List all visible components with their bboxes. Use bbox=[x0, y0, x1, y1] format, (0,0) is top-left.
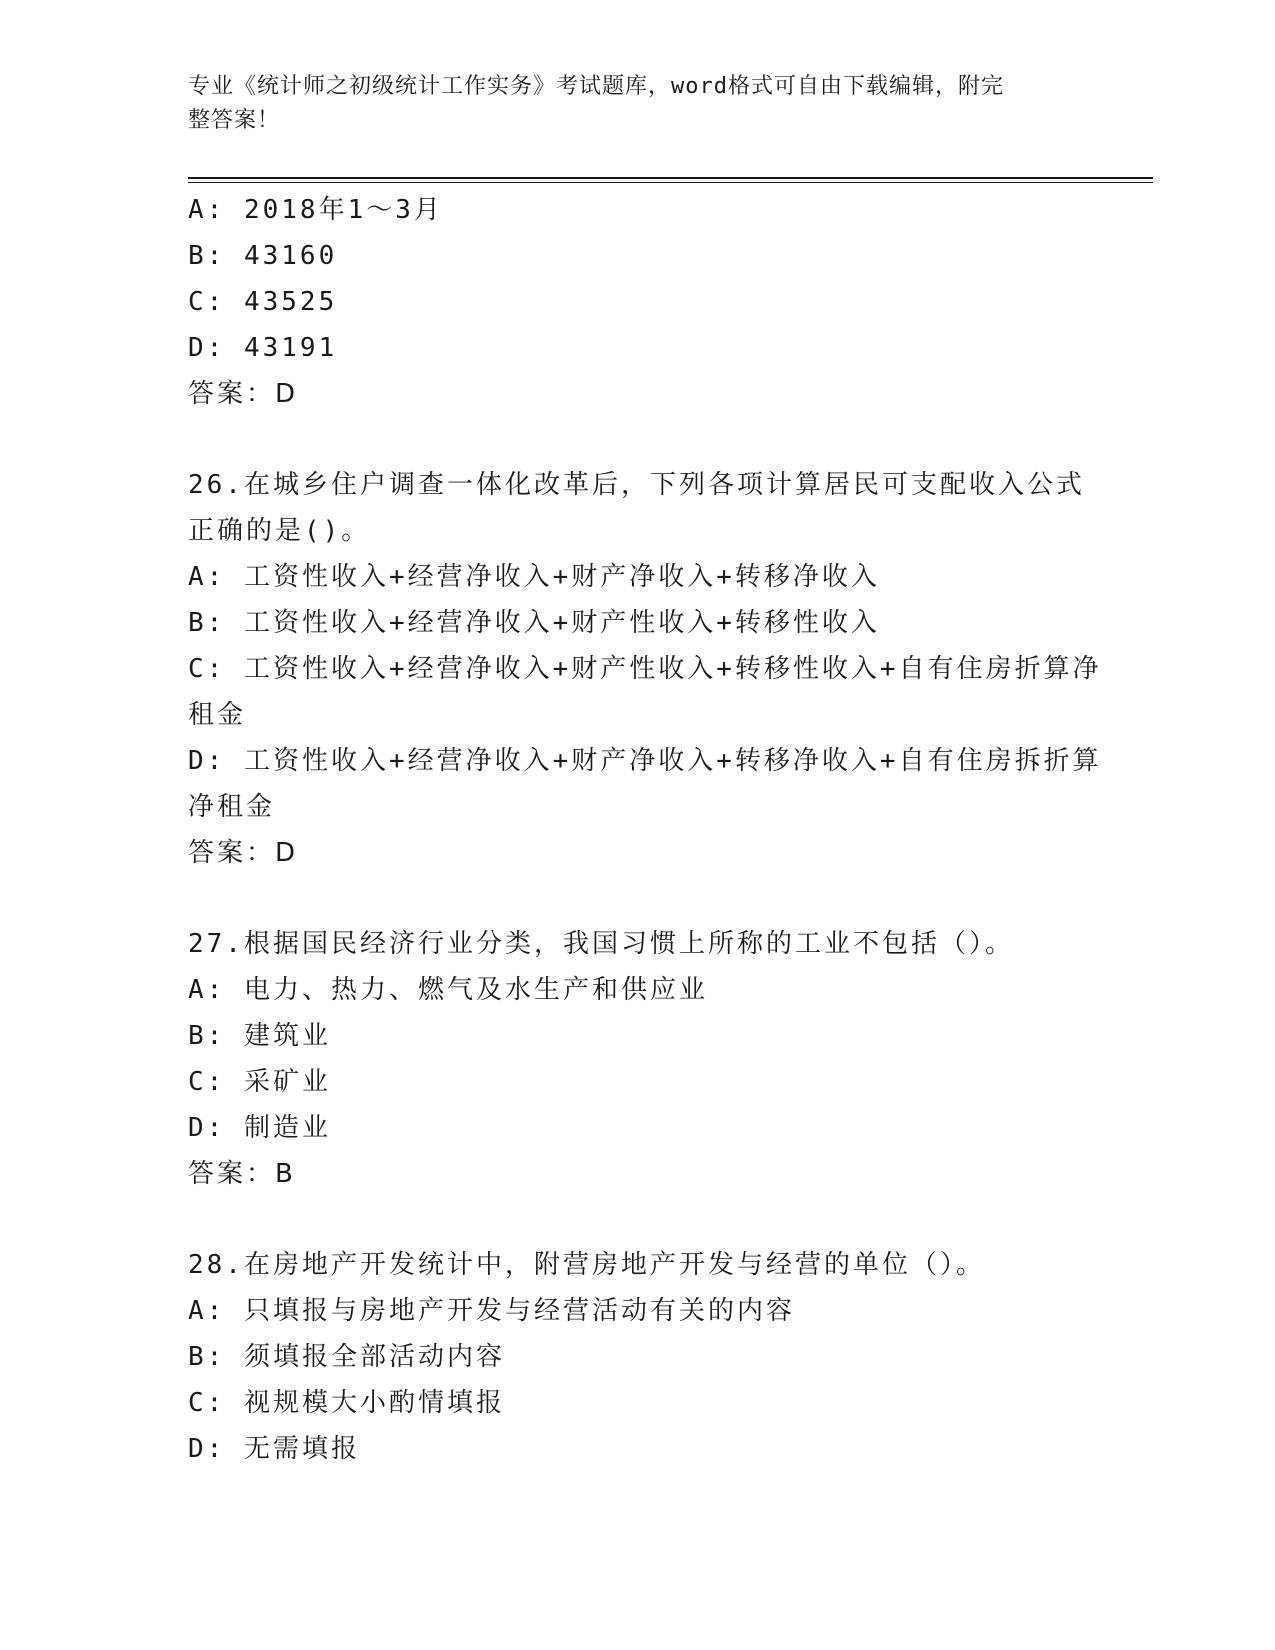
question-stem: 28.在房地产开发统计中，附营房地产开发与经营的单位（）。 bbox=[188, 1250, 985, 1280]
header-line-2: 整答案！ bbox=[188, 108, 281, 133]
option-b: B: 须填报全部活动内容 bbox=[188, 1342, 505, 1372]
question-28 bbox=[188, 1242, 1088, 1472]
option-a: A: 只填报与房地产开发与经营活动有关的内容 bbox=[188, 1296, 795, 1326]
question-27 bbox=[188, 921, 1088, 1197]
option-d: D: 制造业 bbox=[188, 1113, 331, 1143]
answer: 答案：B bbox=[188, 1159, 296, 1189]
question-stem: 27.根据国民经济行业分类，我国习惯上所称的工业不包括（）。 bbox=[188, 929, 1014, 959]
option-a: A: 工资性收入+经营净收入+财产净收入+转移净收入 bbox=[188, 562, 880, 592]
question-25 bbox=[188, 187, 1088, 417]
header-divider-thin bbox=[188, 182, 1153, 183]
option-d: D: 43191 bbox=[188, 333, 338, 363]
option-b: B: 43160 bbox=[188, 241, 338, 271]
option-c: C: 43525 bbox=[188, 287, 338, 317]
document-header bbox=[188, 70, 1068, 138]
option-a: A: 2018年1～3月 bbox=[188, 195, 443, 225]
header-line-1: 专业《统计师之初级统计工作实务》考试题库，word格式可自由下载编辑，附完 bbox=[188, 74, 1004, 99]
option-c: C: 采矿业 bbox=[188, 1067, 331, 1097]
question-list bbox=[188, 187, 1102, 1472]
question-26 bbox=[188, 462, 1102, 876]
question-stem: 26.在城乡住户调查一体化改革后，下列各项计算居民可支配收入公式 bbox=[188, 470, 1085, 500]
header-divider-thick bbox=[188, 177, 1153, 179]
option-c: C: 视规模大小酌情填报 bbox=[188, 1388, 505, 1418]
question-stem-continued: 正确的是()。 bbox=[188, 516, 371, 546]
option-d-continued: 净租金 bbox=[188, 792, 276, 822]
option-d: D: 无需填报 bbox=[188, 1434, 360, 1464]
option-b: B: 工资性收入+经营净收入+财产性收入+转移性收入 bbox=[188, 608, 880, 638]
answer: 答案：D bbox=[188, 379, 299, 409]
option-a: A: 电力、热力、燃气及水生产和供应业 bbox=[188, 975, 708, 1005]
option-c: C: 工资性收入+经营净收入+财产性收入+转移性收入+自有住房折算净 bbox=[188, 654, 1102, 684]
answer: 答案：D bbox=[188, 838, 299, 868]
option-d: D: 工资性收入+经营净收入+财产净收入+转移净收入+自有住房拆折算 bbox=[188, 746, 1102, 776]
option-c-continued: 租金 bbox=[188, 700, 247, 730]
option-b: B: 建筑业 bbox=[188, 1021, 331, 1051]
